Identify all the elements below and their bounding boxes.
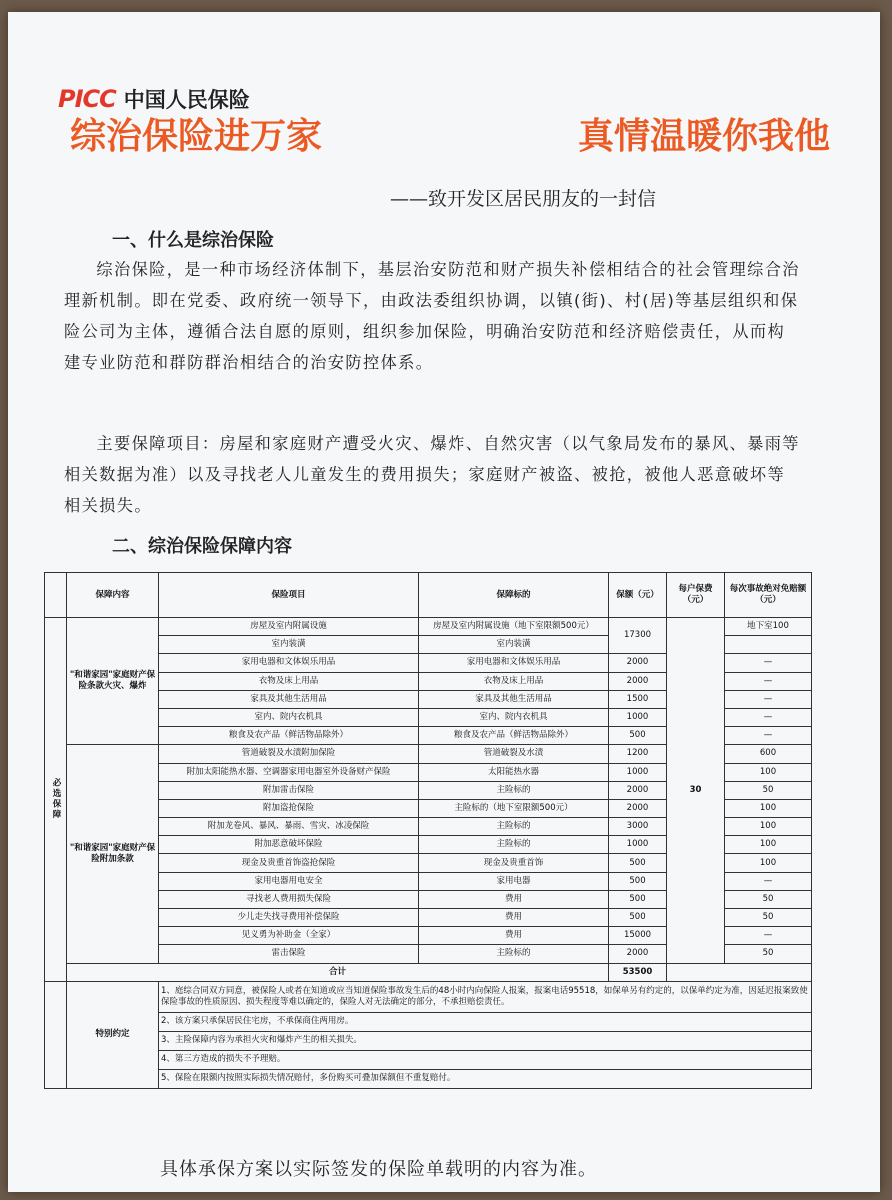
special-row [45,1050,812,1069]
cell-deductible: 100 [725,763,812,781]
cell-subject: 主险标的 [419,818,609,836]
cell-item: 附加盗抢保险 [159,799,419,817]
cell-amount: 17300 [609,618,667,654]
cell-item: 现金及贵重首饰盗抢保险 [159,854,419,872]
section1-paragraph1: 综治保险，是一种市场经济体制下，基层治安防范和财产损失补偿相结合的社会管理综合治理新机制。即在党委、政府统一领导下，由政法委组织协调，以镇(街)、村(居)等基层组织和保险公司为主体，遵循合法自愿的原则，组织参加保险，明确治安防范和经济赔偿责任，从而构建专业防范和群防群治相结合的治安防控体系。 [64,260,800,372]
cell-deductible: — [725,690,812,708]
mandatory-label: 必选保障 [45,618,67,982]
cell-deductible: — [725,672,812,690]
total-row [45,963,812,981]
cell-item: 家用电器和文体娱乐用品 [159,654,419,672]
special-row [45,1069,812,1088]
special-row [45,981,812,1012]
cell-item: 雷击保险 [159,945,419,963]
cell-deductible: — [725,654,812,672]
cell-item: 家具及其他生活用品 [159,690,419,708]
cell-item: 寻找老人费用损失保险 [159,890,419,908]
cell-deductible: 50 [725,890,812,908]
cell-deductible: — [725,708,812,726]
headline-right: 真情温暖你我他 [577,115,830,157]
coverage-table [44,572,812,1089]
total-label: 合计 [67,963,609,981]
header-amount: 保额（元） [609,573,667,618]
cell-subject: 家用电器 [419,872,609,890]
group2-label: "和谐家园"家庭财产保险附加条款 [67,745,159,963]
group1-label: "和谐家园"家庭财产保险条款火灾、爆炸 [67,618,159,745]
logo-company-name: 中国人民保险 [123,88,250,112]
cell-amount: 15000 [609,927,667,945]
cell-subject: 家具及其他生活用品 [419,690,609,708]
cell-item: 附加太阳能热水器、空调器家用电器室外设备财产保险 [159,763,419,781]
cell-subject: 粮食及农产品（鲜活物品除外） [419,727,609,745]
cell-item: 家用电器用电安全 [159,872,419,890]
premium-value: 30 [667,618,725,964]
special-row [45,1031,812,1050]
cell-amount: 2000 [609,654,667,672]
cell-amount: 1500 [609,690,667,708]
cell-deductible: 地下室100 [725,618,812,636]
cell-amount: 500 [609,854,667,872]
cell-amount: 500 [609,909,667,927]
special-item: 2、该方案只承保居民住宅房，不承保商住两用房。 [159,1012,812,1031]
cell-subject: 房屋及室内附属设施（地下室限额500元） [419,618,609,636]
cell-deductible: — [725,927,812,945]
cell-amount: 1200 [609,745,667,763]
headline-left: 综治保险进万家 [70,115,323,157]
cell-amount: 500 [609,727,667,745]
cell-amount: 2000 [609,945,667,963]
cell-deductible: 100 [725,836,812,854]
cell-amount: 500 [609,890,667,908]
subtitle: ——致开发区居民朋友的一封信 [390,188,657,210]
cell-amount: 2000 [609,781,667,799]
cell-deductible: 50 [725,781,812,799]
cell-item: 附加龙卷风、暴风、暴雨、雪灾、冰凌保险 [159,818,419,836]
cell-item: 附加雷击保险 [159,781,419,799]
special-item: 4、第三方造成的损失不予理赔。 [159,1050,812,1069]
cell-deductible: 100 [725,818,812,836]
cell-amount: 3000 [609,818,667,836]
header-content: 保障内容 [67,573,159,618]
cell-item: 附加恶意破坏保险 [159,836,419,854]
cell-subject: 管道破裂及水渍 [419,745,609,763]
cell-amount: 500 [609,872,667,890]
cell-amount: 2000 [609,672,667,690]
header-deductible: 每次事故绝对免赔额（元） [725,573,812,618]
logo-brand: PICC [58,85,116,113]
cell-deductible: 100 [725,799,812,817]
cell-deductible: 50 [725,909,812,927]
cell-subject: 主险标的 [419,945,609,963]
cell-item: 衣物及床上用品 [159,672,419,690]
cell-deductible: 100 [725,854,812,872]
cell-subject: 太阳能热水器 [419,763,609,781]
table-row [45,618,812,636]
special-item: 3、主险保障内容为承担火灾和爆炸产生的相关损失。 [159,1031,812,1050]
cell-deductible: — [725,872,812,890]
cell-amount: 1000 [609,763,667,781]
header-premium: 每户保费（元） [667,573,725,618]
total-amount: 53500 [609,963,667,981]
special-item: 5、保险在限额内按照实际损失情况赔付，多份购买可叠加保额但不重复赔付。 [159,1069,812,1088]
cell-deductible: 50 [725,945,812,963]
cell-subject: 衣物及床上用品 [419,672,609,690]
special-label: 特别约定 [67,981,159,1088]
section2-heading: 二、综治保险保障内容 [112,536,292,557]
header-item: 保险项目 [159,573,419,618]
header-subject: 保障标的 [419,573,609,618]
cell-subject: 现金及贵重首饰 [419,854,609,872]
cell-subject: 主险标的（地下室限额500元） [419,799,609,817]
cell-deductible [725,636,812,654]
cell-subject: 家用电器和文体娱乐用品 [419,654,609,672]
cell-subject: 费用 [419,909,609,927]
cell-amount: 1000 [609,836,667,854]
cell-subject: 室内、院内衣机具 [419,708,609,726]
cell-subject: 主险标的 [419,836,609,854]
cell-subject: 主险标的 [419,781,609,799]
cell-item: 房屋及室内附属设施 [159,618,419,636]
cell-amount: 2000 [609,799,667,817]
cell-item: 少儿走失找寻费用补偿保险 [159,909,419,927]
section1-paragraph2: 主要保障项目：房屋和家庭财产遭受火灾、爆炸、自然灾害（以气象局发布的暴风、暴雨等相关数据为准）以及寻找老人儿童发生的费用损失；家庭财产被盗、被抢，被他人恶意破坏等相关损失。 [64,434,800,515]
cell-item: 室内、院内衣机具 [159,708,419,726]
cell-item: 室内装潢 [159,636,419,654]
cell-deductible: 600 [725,745,812,763]
section1-heading: 一、什么是综治保险 [112,230,274,251]
footer-note: 具体承保方案以实际签发的保险单载明的内容为准。 [160,1159,597,1180]
headline [70,108,830,159]
cell-subject: 费用 [419,927,609,945]
cell-deductible: — [725,727,812,745]
cell-item: 管道破裂及水渍附加保险 [159,745,419,763]
cell-item: 见义勇为补助金（全家） [159,927,419,945]
cell-subject: 费用 [419,890,609,908]
special-row [45,1012,812,1031]
cell-item: 粮食及农产品（鲜活物品除外） [159,727,419,745]
special-item: 1、庭综合同双方同意，被保险人或者在知道或应当知道保险事故发生后的48小时内向保险人报案，报案电话95518，如保单另有约定的，以保单约定为准，因延迟报案致使保险事故的性质原因、损失程度等难以确定的，保险人对无法确定的部分，不承担赔偿责任。 [159,981,812,1012]
cell-amount: 1000 [609,708,667,726]
cell-subject: 室内装潢 [419,636,609,654]
